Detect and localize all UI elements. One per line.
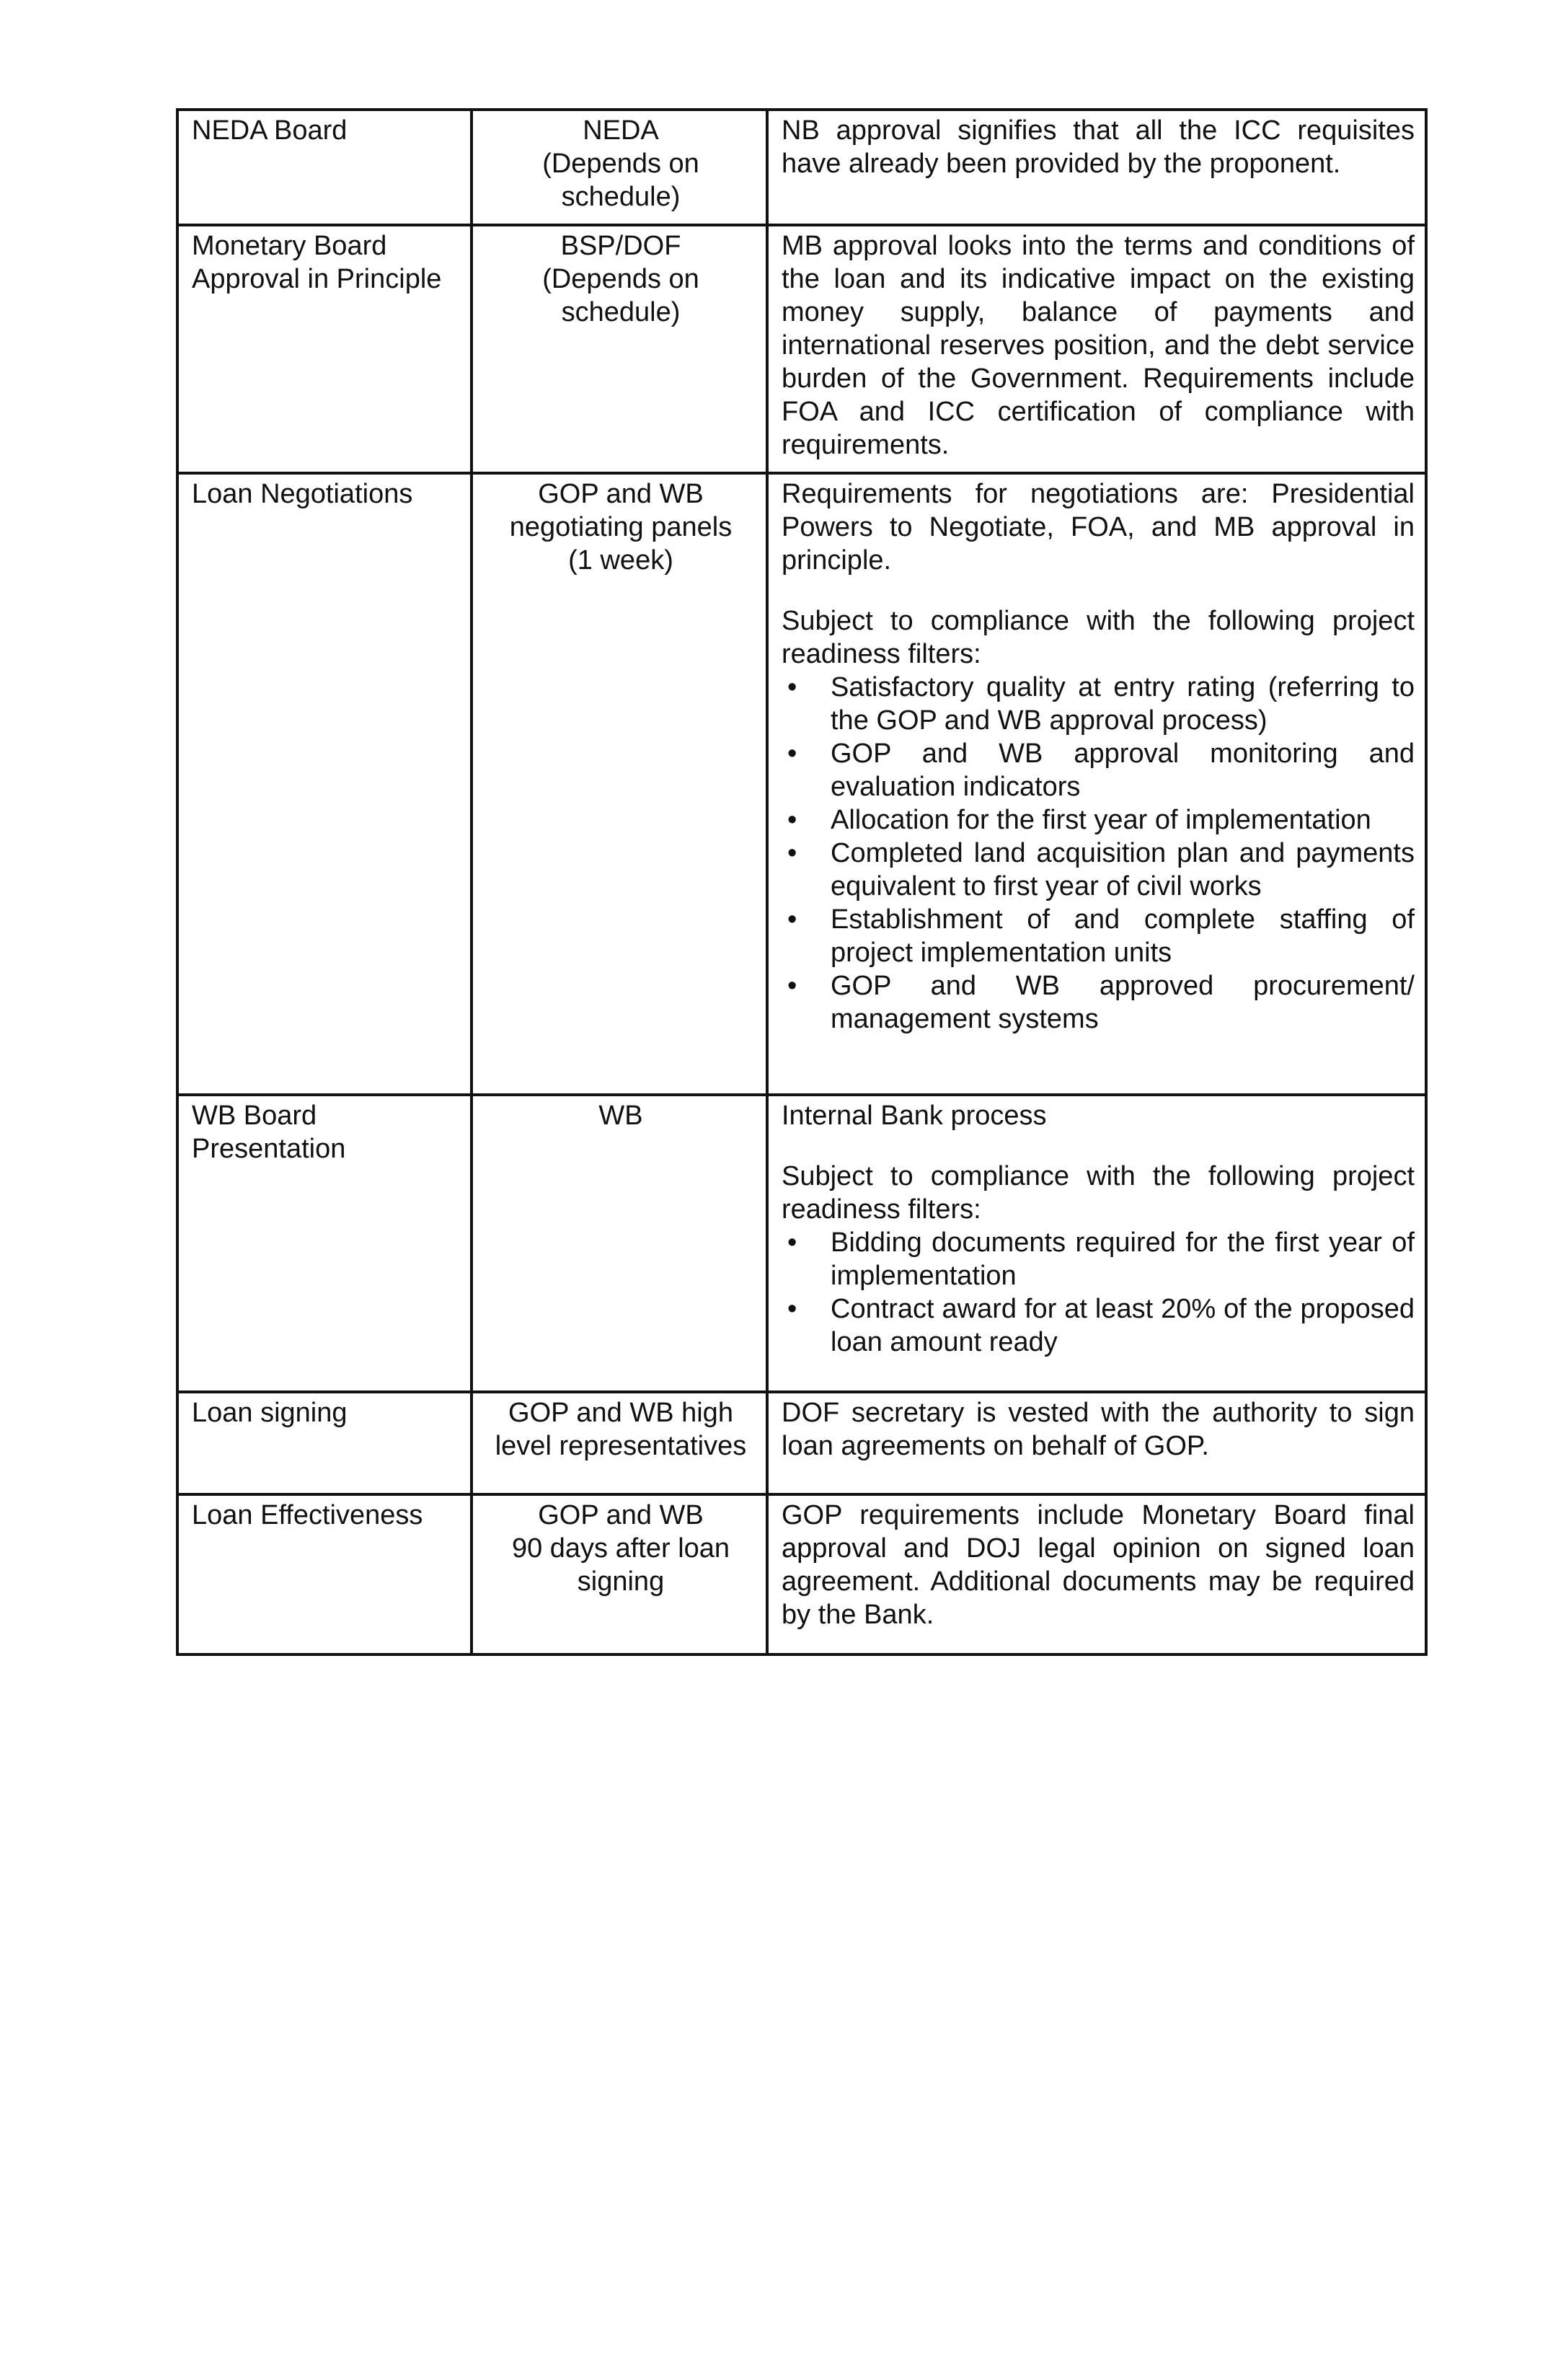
description-cell (767, 1095, 1426, 1392)
description-cell (767, 225, 1426, 473)
list-item (782, 837, 1415, 903)
table-row (177, 1494, 1426, 1654)
list-item (782, 803, 1415, 837)
table-row (177, 225, 1426, 473)
bullet-icon: • (787, 971, 797, 1001)
table-row (177, 110, 1426, 225)
list-item-text: Satisfactory quality at entry rating (referring to the GOP and WB approval process) (831, 672, 1415, 736)
readiness-filter-list (782, 1226, 1415, 1359)
stage-cell (177, 1494, 472, 1654)
list-item-text: GOP and WB approved procurement/ management systems (831, 971, 1415, 1034)
list-item-text: Allocation for the first year of implementation (831, 805, 1371, 835)
actor-line: GOP and WB high (508, 1398, 733, 1428)
actor-line: schedule) (561, 182, 681, 212)
actor-line: negotiating panels (509, 512, 733, 542)
actor-cell (472, 225, 767, 473)
list-item (782, 903, 1415, 969)
bullet-icon: • (787, 1228, 797, 1258)
actor-line: schedule) (561, 297, 681, 327)
actor-line: WB (598, 1101, 643, 1131)
list-item-text: Establishment of and complete staffing of project implementation units (831, 904, 1415, 968)
bullet-icon: • (787, 805, 797, 835)
list-item-text: Contract award for at least 20% of the proposed loan amount ready (831, 1294, 1415, 1357)
bullet-icon: • (787, 838, 797, 868)
stage-label: WB Board Presentation (192, 1101, 346, 1164)
actor-line: BSP/DOF (560, 231, 681, 261)
description-text: MB approval looks into the terms and conditions of the loan and its indicative impact on the existing money supply, balance of payments and international reserves position, and the debt service burden of the Government. Requirements include FOA and ICC certification of compliance with requirements. (782, 231, 1415, 460)
stage-cell (177, 1392, 472, 1494)
list-item-text: GOP and WB approval monitoring and evaluation indicators (831, 739, 1415, 802)
stage-cell (177, 473, 472, 1095)
list-item-text: Completed land acquisition plan and payments equivalent to first year of civil works (831, 838, 1415, 902)
description-cell (767, 110, 1426, 225)
table-row (177, 473, 1426, 1095)
description-text: NB approval signifies that all the ICC requisites have already been provided by the proponent. (782, 115, 1415, 179)
stage-label: Loan Negotiations (192, 479, 413, 509)
description-cell (767, 1494, 1426, 1654)
list-item (782, 671, 1415, 737)
actor-line: signing (577, 1566, 665, 1597)
list-item (782, 969, 1415, 1036)
actor-cell (472, 110, 767, 225)
bullet-icon: • (787, 672, 797, 702)
list-item (782, 737, 1415, 803)
description-cell (767, 1392, 1426, 1494)
actor-line: GOP and WB (538, 1500, 704, 1530)
bullet-icon: • (787, 904, 797, 935)
actor-line: level representatives (495, 1431, 747, 1461)
description-text: Requirements for negotiations are: Presidential Powers to Negotiate, FOA, and MB approval in principle. (782, 479, 1415, 576)
description-text: DOF secretary is vested with the authority to sign loan agreements on behalf of GOP. (782, 1398, 1415, 1461)
readiness-filter-list (782, 671, 1415, 1036)
loan-process-table (176, 108, 1428, 1656)
actor-line: (1 week) (568, 545, 673, 576)
actor-cell (472, 1494, 767, 1654)
description-text: Internal Bank process (782, 1101, 1047, 1131)
description-text: GOP requirements include Monetary Board final approval and DOJ legal opinion on signed loan agreement. Additional documents may be required by the Bank. (782, 1500, 1415, 1630)
stage-cell (177, 225, 472, 473)
list-item (782, 1292, 1415, 1359)
actor-cell (472, 1095, 767, 1392)
bullet-icon: • (787, 739, 797, 769)
actor-line: (Depends on (542, 264, 699, 294)
readiness-intro: Subject to compliance with the following project readiness filters: (782, 606, 1415, 669)
readiness-intro: Subject to compliance with the following project readiness filters: (782, 1161, 1415, 1225)
actor-line: (Depends on (542, 149, 699, 179)
stage-label: Loan Effectiveness (192, 1500, 423, 1530)
table-row (177, 1095, 1426, 1392)
actor-cell (472, 1392, 767, 1494)
stage-cell (177, 1095, 472, 1392)
description-cell (767, 473, 1426, 1095)
bullet-icon: • (787, 1294, 797, 1324)
stage-label: NEDA Board (192, 115, 348, 146)
list-item (782, 1226, 1415, 1292)
stage-label: Loan signing (192, 1398, 348, 1428)
actor-line: NEDA (583, 115, 659, 146)
list-item-text: Bidding documents required for the first year of implementation (831, 1228, 1415, 1291)
stage-label: Monetary Board Approval in Principle (192, 231, 442, 294)
actor-line: 90 days after loan (511, 1533, 730, 1564)
actor-line: GOP and WB (538, 479, 704, 509)
table-row (177, 1392, 1426, 1494)
stage-cell (177, 110, 472, 225)
actor-cell (472, 473, 767, 1095)
